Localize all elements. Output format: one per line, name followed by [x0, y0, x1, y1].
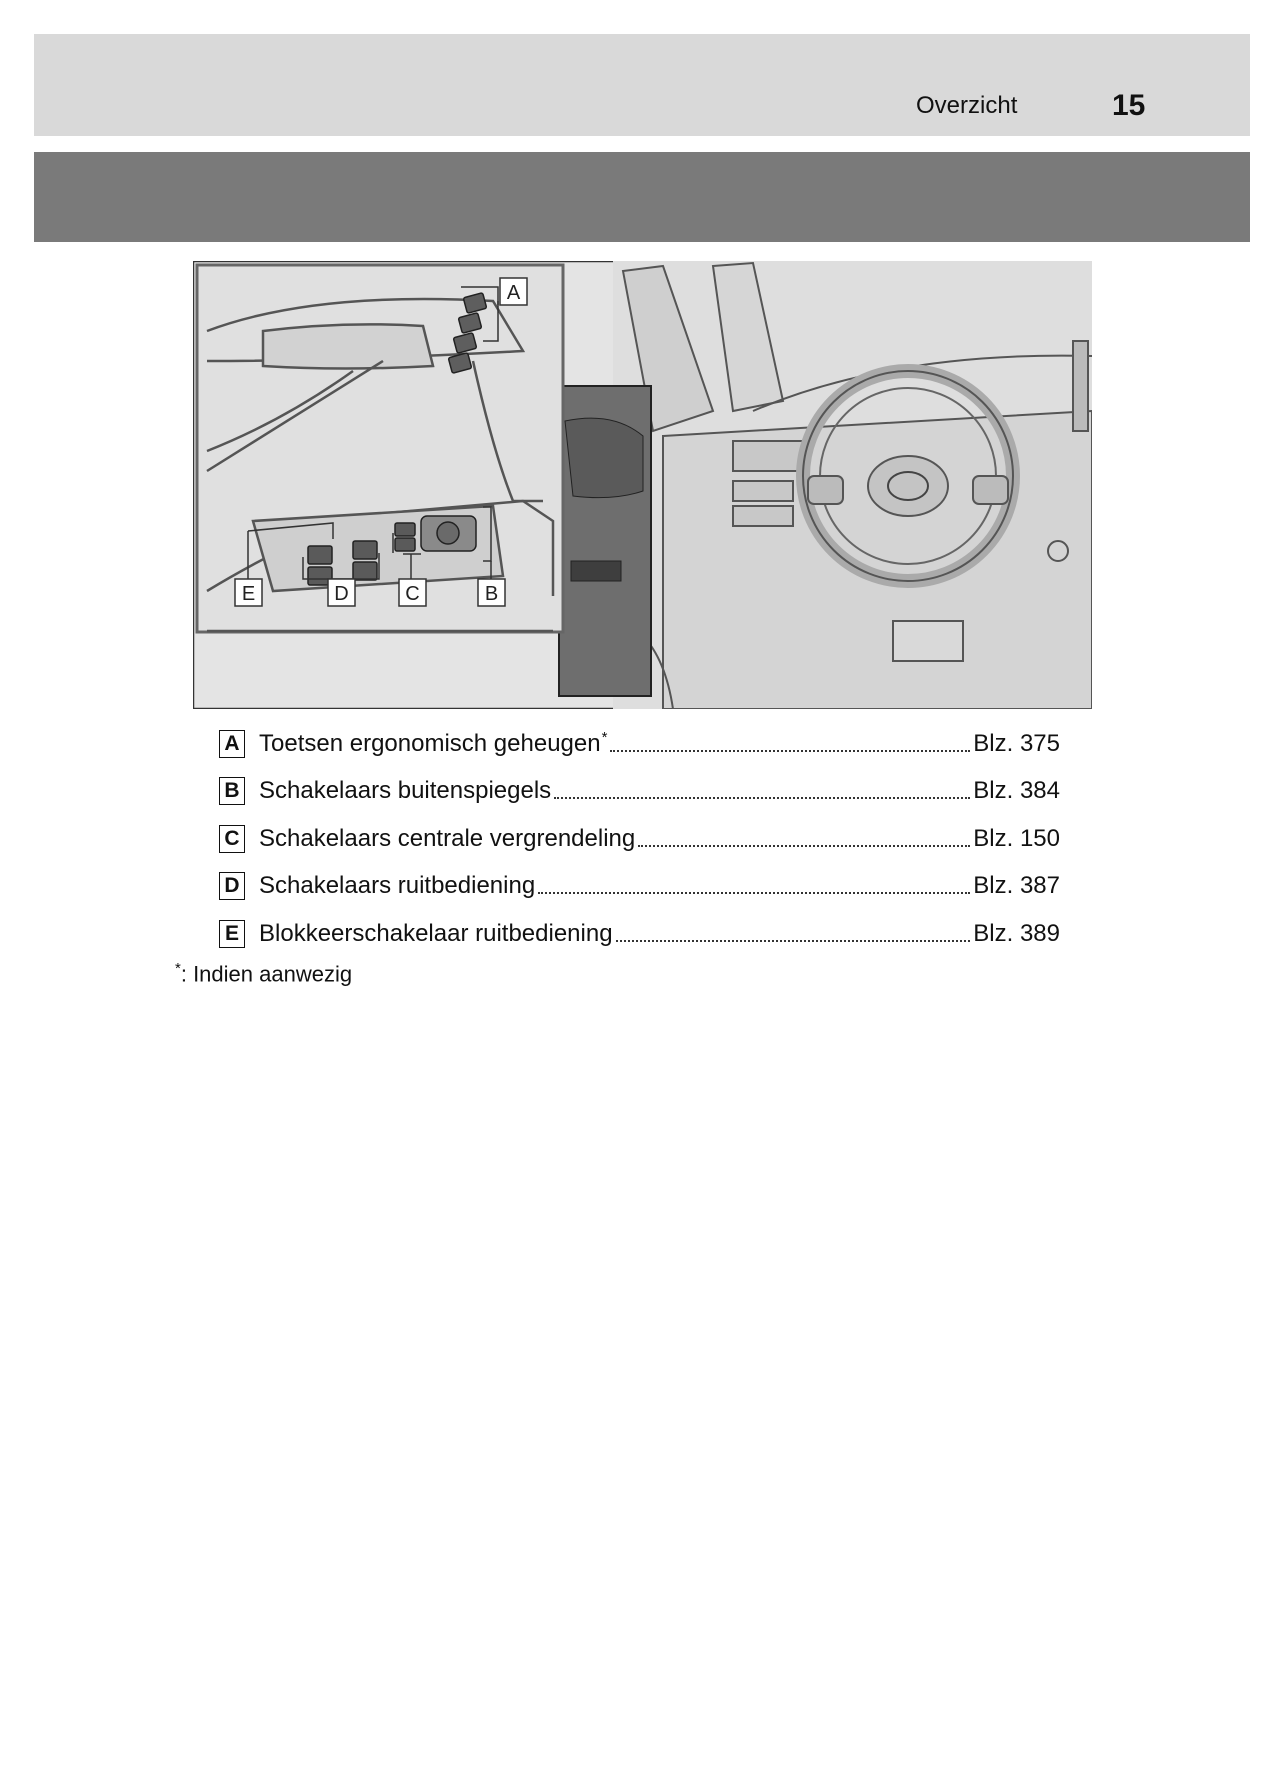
entry-page: Blz. 384 — [973, 777, 1060, 805]
callout-b-label: B — [484, 583, 499, 605]
callout-a-label: A — [506, 282, 521, 304]
entry-c[interactable] — [219, 815, 1060, 863]
dot-leader — [538, 892, 970, 894]
dot-leader — [610, 750, 970, 752]
entry-label: Schakelaars centrale vergrendeling — [259, 824, 636, 852]
entry-page: Blz. 375 — [973, 729, 1060, 757]
entry-letter: A — [219, 730, 245, 758]
footnote-marker: * — [175, 960, 181, 977]
entry-page: Blz. 150 — [973, 824, 1060, 852]
callout-e-label: E — [241, 583, 256, 605]
entry-letter: B — [219, 777, 245, 805]
callout-c-label: C — [405, 583, 420, 605]
footnote — [175, 960, 352, 987]
dot-leader — [638, 845, 970, 847]
entry-a[interactable] — [219, 720, 1060, 768]
page-number: 15 — [1112, 89, 1146, 122]
entry-e[interactable] — [219, 910, 1060, 958]
header-band — [34, 34, 1250, 136]
entry-b[interactable] — [219, 768, 1060, 816]
section-title: Overzicht — [916, 92, 1018, 119]
entry-label: Blokkeerschakelaar ruitbediening — [259, 919, 613, 947]
entry-letter: C — [219, 825, 245, 853]
entry-label: Schakelaars ruitbediening — [259, 872, 536, 900]
footnote-marker: * — [601, 729, 608, 747]
callout-d-label: D — [334, 583, 349, 605]
entry-letter: E — [219, 920, 245, 948]
entry-label: Schakelaars buitenspiegels — [259, 777, 552, 805]
footnote-text: : Indien aanwezig — [180, 961, 353, 987]
dot-leader — [554, 797, 970, 799]
entry-page: Blz. 387 — [973, 872, 1060, 900]
cockpit-view — [613, 261, 1092, 709]
entry-letter: D — [219, 872, 245, 900]
header-strip — [34, 152, 1250, 242]
entry-label: Toetsen ergonomisch geheugen* — [259, 729, 608, 758]
dot-leader — [616, 940, 971, 942]
entry-page: Blz. 389 — [973, 919, 1060, 947]
entry-d[interactable] — [219, 863, 1060, 911]
reference-list — [219, 720, 1060, 958]
door-panel-illustration — [193, 261, 1092, 709]
